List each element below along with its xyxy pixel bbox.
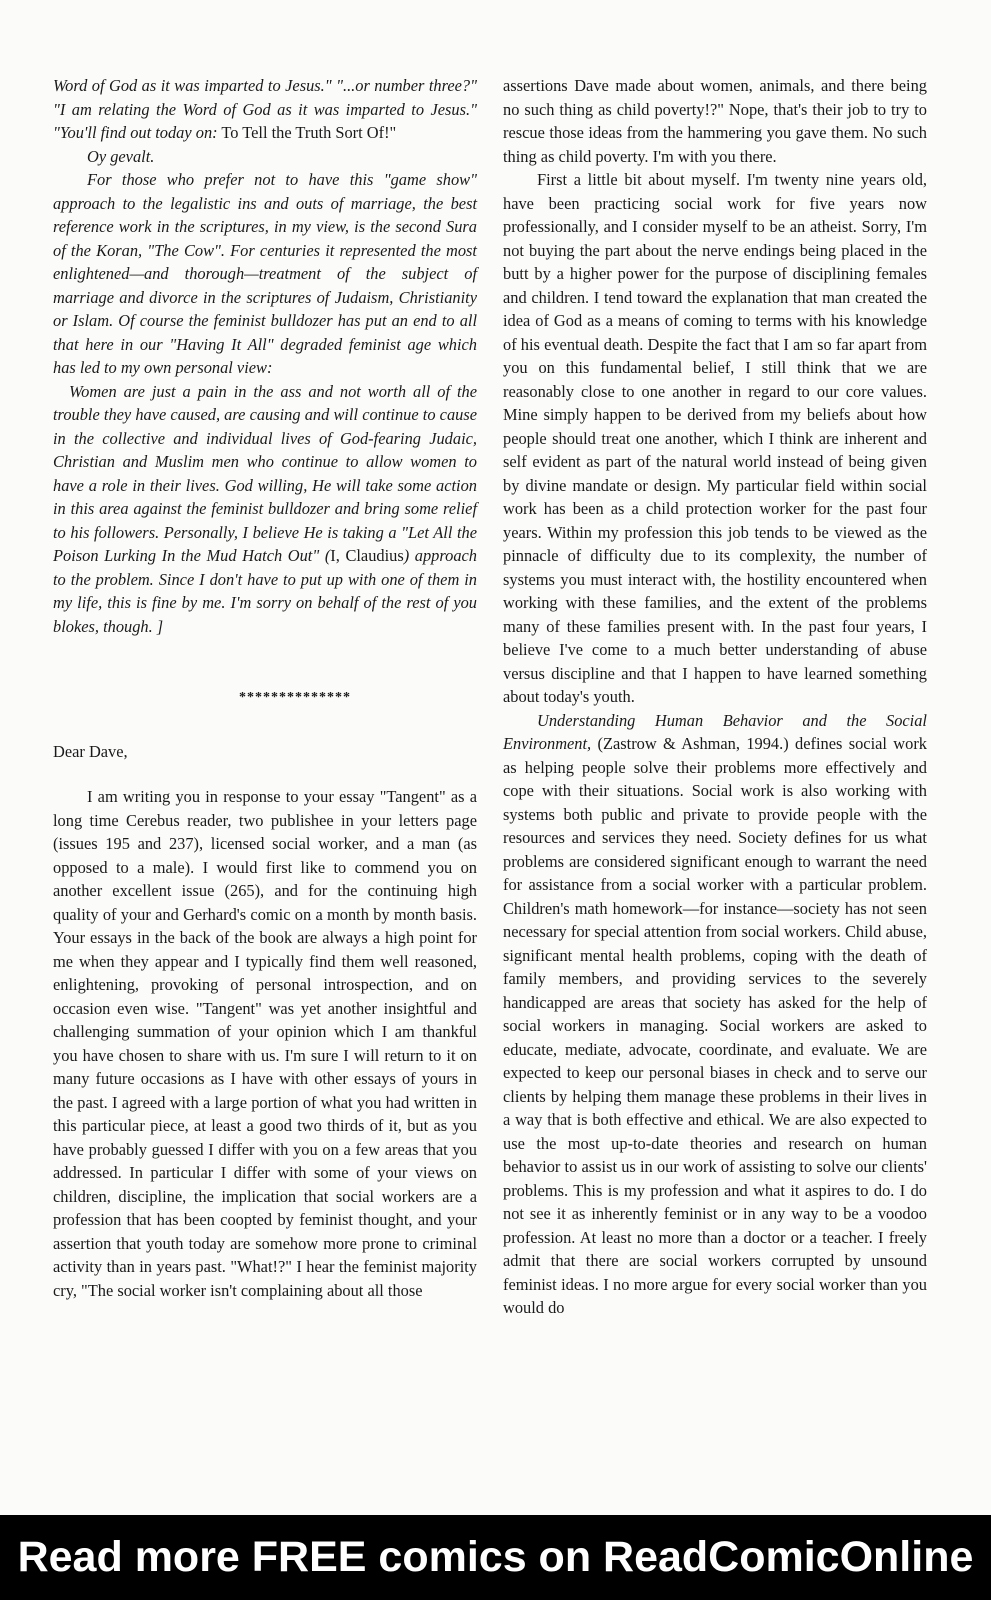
text-segment: Word of God as it was imparted to Jesus." "...or number three?" "I am relating the Word of God as it was imparted to Jesus." "You'll find out today on: xyxy=(53,76,477,142)
section-separator: ************** xyxy=(239,690,351,705)
letter-paragraph xyxy=(503,709,927,1320)
letter-paragraph xyxy=(503,168,927,709)
text-segment: I, Claudius xyxy=(330,546,404,565)
editor-reply-paragraph xyxy=(53,74,477,145)
text-segment: First a little bit about myself. I'm twenty nine years old, have been practicing social work for five years now professionally, and I consider myself to be an atheist. Sorry, I'm not buying the part about the nerve endings being placed in the butt by a higher power for the purpose of disciplining females and children. I tend toward the explanation that man created the idea of God as a means of coming to terms with his knowledge of his eventual death. Despite the fact that I am so far apart from you on this fundamental belief, I still think that we are reasonably close to one another in regard to our core values. Mine simply happen to be derived from my beliefs about how people should treat one another, which I think are inherent and self evident as part of the natural world instead of being given by divine mandate or design. My particular field within social work has been as a child protection worker for the past four years. Within my profession this job tends to be viewed as the pinnacle of difficulty due to its complexity, the number of systems you must interact with, the hostility encountered when working with these families, and the extent of the problems many of these families present with. In the past four years, I believe I've come to a much better understanding of abuse versus discipline and that I happen to have learned something about today's youth. xyxy=(503,170,927,706)
right-column xyxy=(503,74,927,1320)
text-segment: For those who prefer not to have this "game show" approach to the legalistic ins and outs of marriage, the best reference work in the scriptures, in my view, is the second Sura of the Koran, "The Cow". For centuries it represented the most enlightened—and thorough—treatment of the subject of marriage and divorce in the scriptures of Judaism, Christianity or Islam. Of course the feminist bulldozer has put an end to all that here in our "Having It All" degraded feminist age which has led to my own personal view: xyxy=(53,170,477,377)
editor-reply xyxy=(53,74,477,638)
text-segment: To Tell the Truth Sort Of!" xyxy=(217,123,397,142)
editor-reply-paragraph xyxy=(53,145,477,169)
left-column xyxy=(53,74,477,1302)
promo-banner-link[interactable]: Read more FREE comics on ReadComicOnline xyxy=(0,1515,991,1600)
letter-paragraph: I am writing you in response to your essay "Tangent" as a long time Cerebus reader, two publishee in your letters page (issues 195 and 237), licensed social worker, and a man (as opposed to a male). I would first like to commend you on another excellent issue (265), and for the continuing high quality of your and Gerhard's comic on a month by month basis. Your essays in the back of the book are always a high point for me when they appear and I typically find them well reasoned, enlightening, provoking of personal introspection, and on occasion even wise. "Tangent" was yet another insightful and challenging summation of your opinion which I am thankful you have chosen to share with us. I'm sure I will return to it on many future occasions as I have with other essays of yours in the past. I agreed with a large portion of what you had written in this particular piece, at least a good two thirds of it, but as you have probably guessed I differ with you on a few areas that you addressed. In particular I differ with some of your views on children, discipline, the implication that social workers are a profession that has been coopted by feminist thought, and your assertion that youth today are somehow more prone to criminal activity than in years past. "What!?" I hear the feminist majority cry, "The social worker isn't complaining about all those xyxy=(53,787,477,1300)
editor-reply-paragraph xyxy=(53,168,477,380)
text-segment: ) approach to the problem. Since I don't have to put up with one of them in my life, this is fine by me. I'm sorry on behalf of the rest of you blokes, though. ] xyxy=(53,546,478,636)
letter-paragraph xyxy=(503,74,927,168)
editor-reply-paragraph xyxy=(53,380,477,639)
letter-greeting: Dear Dave, xyxy=(53,741,128,761)
text-segment: Oy gevalt. xyxy=(87,146,155,166)
text-segment: Women are just a pain in the ass and not worth all of the trouble they have caused, are causing and will continue to cause in the collective and individual lives of God-fearing Judaic, Christian and Muslim men who continue to allow women to have a role in their lives. God willing, He will take some action in this area against the feminist bulldozer and bring some relief to his followers. Personally, I believe He is taking a "Let All the Poison Lurking In the Mud Hatch Out" ( xyxy=(53,381,477,565)
text-segment: Understanding Human Behavior and the Social Environment, xyxy=(503,710,927,753)
text-segment: assertions Dave made about women, animals, and there being no such thing as child poverty!?" Nope, that's their job to try to rescue those ideas from the hammering you gave them. No such thing as child poverty. I'm with you there. xyxy=(503,76,927,166)
text-segment: (Zastrow & Ashman, 1994.) defines social work as helping people solve their problems more effectively and cope with their situations. Social work is also working with systems both public and private to provide people with the resources and services they need. Society defines for us what problems are considered significant enough to warrant the need for assistance from a social worker with a particular problem. Children's math homework—for instance—society has not seen necessary for special attention from social workers. Child abuse, significant mental health problems, coping with the death of family members, and providing services to the severely handicapped are areas that society has asked for the help of social workers in managing. Social workers are asked to educate, mediate, advocate, coordinate, and evaluate. We are expected to keep our personal biases in check and to serve our clients by helping them manage these problems in their lives in a way that is both effective and ethical. We are also expected to use the most up-to-date theories and research on human behavior to assist us in our work of assisting to solve our clients' problems. This is my profession and what it aspires to do. I do not see it as inherently feminist or in any way to be a voodoo profession. At least no more than a doctor or a teacher. I freely admit that there are social workers corrupted by unsound feminist ideas. I no more argue for every social worker than you would do xyxy=(503,734,927,1317)
